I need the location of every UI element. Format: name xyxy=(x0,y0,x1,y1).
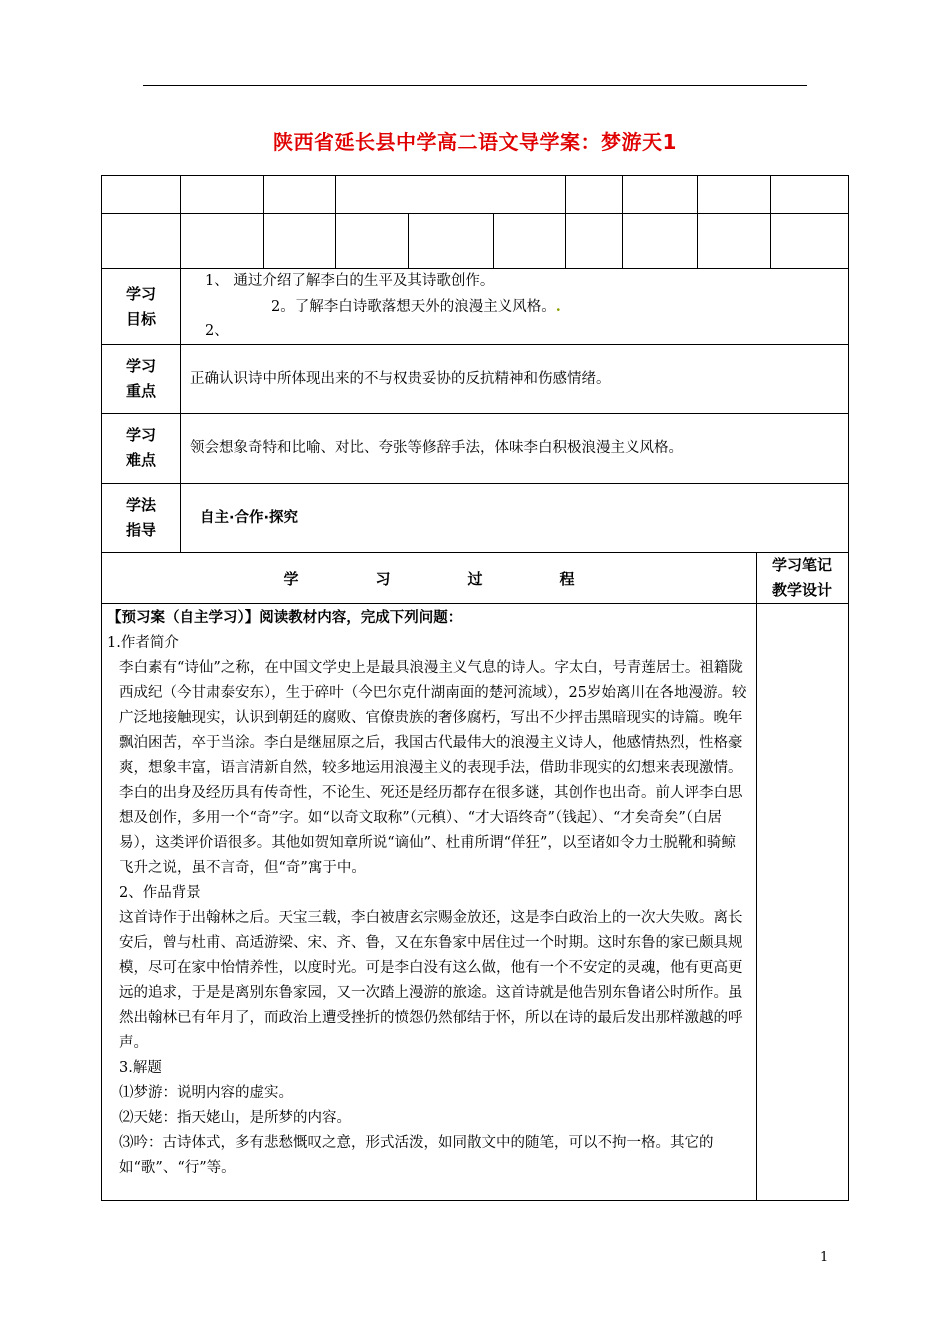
grid-line xyxy=(101,483,849,484)
process-char: 习 xyxy=(375,570,391,588)
process-header xyxy=(102,568,756,589)
label-line: 指导 xyxy=(125,521,156,539)
grid-line xyxy=(101,603,849,604)
interpretation-item-1: ⑴梦游：说明内容的虚实。 xyxy=(119,1085,293,1101)
grid-line xyxy=(101,413,849,414)
process-char: 过 xyxy=(467,570,483,588)
grid-line xyxy=(180,268,181,552)
key-points-text: 正确认识诗中所体现出来的不与权贵妥协的反抗精神和伤感情绪。 xyxy=(190,371,611,387)
label-line: 学法 xyxy=(125,496,156,514)
interpretation-item-3: ⑶吟：古诗体式，多有悲愁慨叹之意，形式活泼，如同散文中的随笔，可以不拘一格。其它的如“歌”、“行”等。 xyxy=(119,1135,714,1176)
stray-mark: . xyxy=(555,298,561,315)
label-line: 学习 xyxy=(125,285,156,303)
grid-line xyxy=(180,175,181,268)
objective-line-1: 1、 通过介绍了解李白的生平及其诗歌创作。 xyxy=(205,273,495,289)
label-line: 学习 xyxy=(125,426,156,444)
notes-header-line: 学习笔记 xyxy=(771,556,832,574)
grid-line xyxy=(697,175,698,268)
notes-header-line: 教学设计 xyxy=(771,581,832,599)
grid-line xyxy=(101,344,849,345)
preview-intro: 【预习案（自主学习）】阅读教材内容，完成下列问题： xyxy=(107,610,463,626)
section-title-background: 2、作品背景 xyxy=(119,885,201,901)
row-label-objectives xyxy=(102,282,180,332)
grid-line xyxy=(101,552,849,553)
section-title-interpretation: 3.解题 xyxy=(119,1060,162,1076)
header-rule xyxy=(143,85,807,86)
method-text: 自主·合作·探究 xyxy=(200,510,299,526)
grid-line xyxy=(622,175,623,268)
page-title: 陕西省延长县中学高二语文导学案：梦游天1 xyxy=(273,130,677,154)
row-label-method xyxy=(102,493,180,543)
grid-line xyxy=(335,175,336,268)
background-paragraph: 这首诗作于出翰林之后。天宝三载，李白被唐玄宗赐金放还，这是李白政治上的一次大失败。离长安后，曾与杜甫、高适游梁、宋、齐、鲁，又在东鲁家中居住过一个时期。这时东鲁的家已颇具规模，尽可在家中怡情养性，以度时光。可是李白没有这么做，他有一个不安定的灵魂，他有更高更远的追求，于是是离别东鲁家园，又一次踏上漫游的旅途。这首诗就是他告别东鲁诸公时所作。虽然出翰林已有年月了，而政治上遭受挫折的愤怨仍然郁结于怀，所以在诗的最后发出那样激越的呼声。 xyxy=(119,910,743,1051)
objective-line-3: 2、 xyxy=(205,323,229,339)
notes-header xyxy=(757,553,847,603)
label-line: 重点 xyxy=(125,382,156,400)
grid-line xyxy=(493,213,494,268)
process-char: 学 xyxy=(283,570,299,588)
author-paragraph-1: 李白素有“诗仙”之称，在中国文学史上是最具浪漫主义气息的诗人。字太白，号青莲居士。祖籍陇西成纪（今甘肃泰安东），生于碎叶（今巴尔克什湖南面的楚河流域），25岁始离川在各地漫游。较广泛地接触现实，认识到朝廷的腐败、官僚贵族的奢侈腐朽，写出不少抨击黑暗现实的诗篇。晚年飘泊困苦，卒于当涂。李白是继屈原之后，我国古代最伟大的浪漫主义诗人，他感情热烈，性格豪爽，想象丰富，语言清新自然，较多地运用浪漫主义的表现手法，借助非现实的幻想来表现激情。 xyxy=(119,660,747,776)
grid-line xyxy=(756,552,757,1201)
author-paragraph-2: 李白的出身及经历具有传奇性，不论生、死还是经历都存在很多谜，其创作也出奇。前人评李白思想及创作，多用一个“奇”字。如“以奇文取称”（元稹）、“才大语终奇”（钱起）、“才矣奇矣”（白居易），这类评价语很多。其他如贺知章所说“谪仙”、杜甫所谓“佯狂”，以至诸如令力士脱靴和骑鲸飞升之说，虽不言奇，但“奇”寓于中。 xyxy=(119,785,743,876)
process-char: 程 xyxy=(559,570,575,588)
interpretation-item-2: ⑵天姥：指天姥山，是所梦的内容。 xyxy=(119,1110,351,1126)
study-content xyxy=(107,606,747,1181)
objective-line-2-text: 2。了解李白诗歌落想天外的浪漫主义风格。 xyxy=(271,299,556,315)
page-number: 1 xyxy=(820,1250,829,1265)
row-label-key-points xyxy=(102,354,180,404)
label-line: 学习 xyxy=(125,357,156,375)
row-label-difficulties xyxy=(102,423,180,473)
grid-line xyxy=(101,213,849,214)
section-title-author: 1.作者简介 xyxy=(107,635,179,651)
difficulties-text: 领会想象奇特和比喻、对比、夸张等修辞手法，体味李白积极浪漫主义风格。 xyxy=(190,440,683,456)
grid-line xyxy=(565,175,566,268)
grid-line xyxy=(770,175,771,268)
objective-line-2 xyxy=(271,294,561,320)
grid-line xyxy=(263,175,264,268)
grid-line xyxy=(408,213,409,268)
label-line: 难点 xyxy=(125,451,156,469)
label-line: 目标 xyxy=(125,310,156,328)
